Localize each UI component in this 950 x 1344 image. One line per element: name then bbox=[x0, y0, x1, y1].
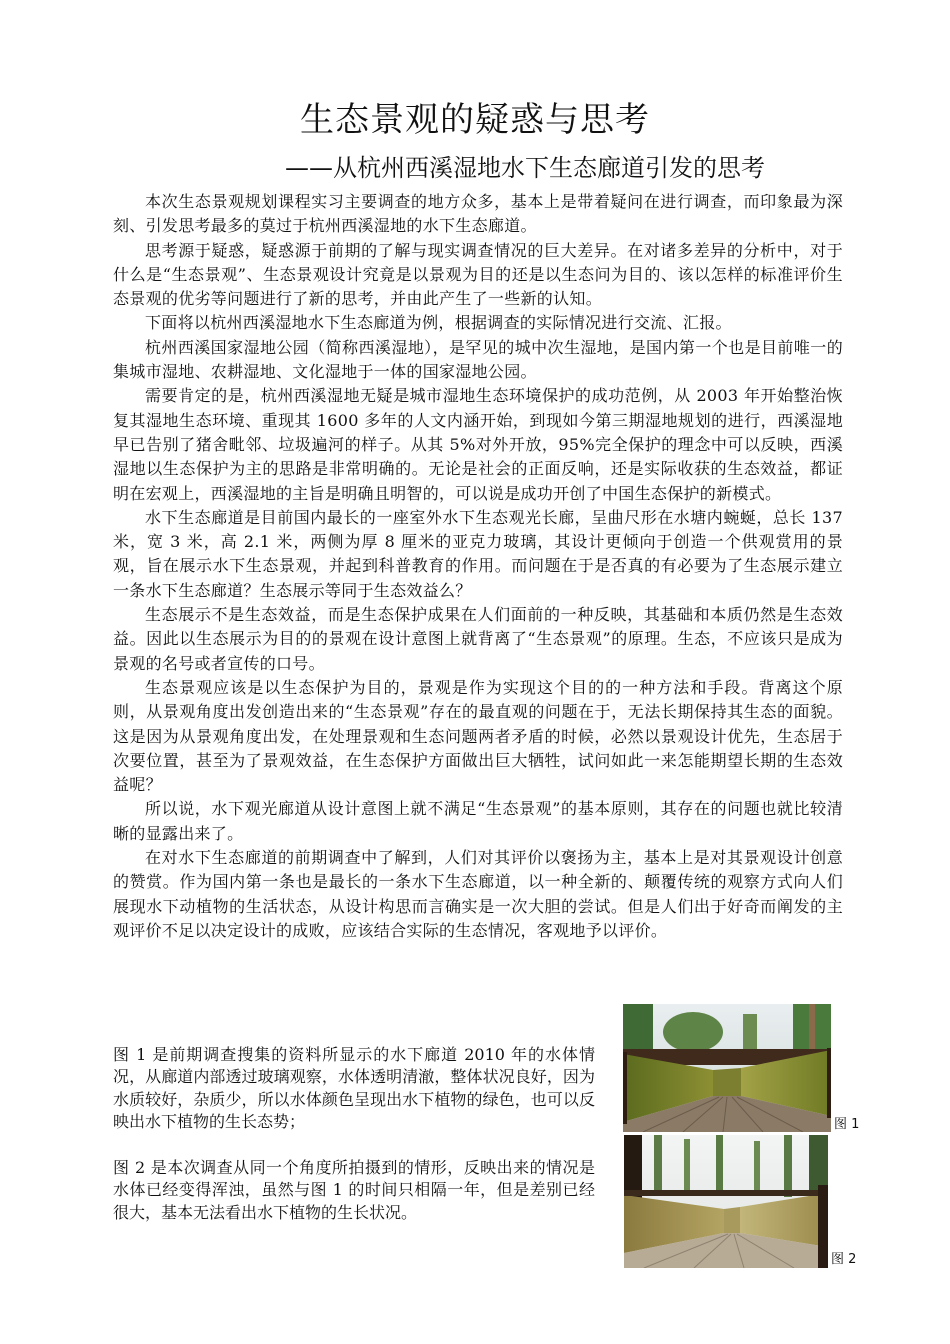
paragraph: 在对水下生态廊道的前期调查中了解到，人们对其评价以褒扬为主，基本上是对其景观设计创意的赞赏。作为国内第一条也是最长的一条水下生态廊道，以一种全新的、颠覆传统的观察方式向人们展现水下动植物的生活状态，从设计构思而言确实是一次大胆的尝试。但是人们出于好奇而阐发的主观评价不足以决定设计的成败，应该结合实际的生态情况，客观地予以评价。 bbox=[113, 848, 843, 940]
paragraph: 需要肯定的是，杭州西溪湿地无疑是城市湿地生态环境保护的成功范例，从 2003 年开始整治恢复其湿地生态环境、重现其 1600 多年的人文内涵开始，到现如今第三期湿地规划的进行，西溪湿地早已告别了猪舍毗邻、垃圾遍河的样子。从其 5%对外开放，95%完全保护的理念中可以反映，西溪湿地以生态保护为主的思路是非常明确的。无论是社会的正面反响，还是实际收获的生态效益，都证明在宏观上，西溪湿地的主旨是明确且明智的，可以说是成功开创了中国生态保护的新模式。 bbox=[113, 386, 843, 503]
paragraph: 所以说，水下观光廊道从设计意图上就不满足“生态景观”的基本原则，其存在的问题也就比较清晰的显露出来了。 bbox=[113, 799, 843, 843]
figure-1-photo bbox=[623, 1004, 831, 1132]
figure-2-description: 图 2 是本次调查从同一个角度所拍摄到的情形，反映出来的情况是水体已经变得浑浊，虽然与图 1 的时间只相隔一年，但是差别已经很大，基本无法看出水下植物的生长状况。 bbox=[113, 1158, 595, 1222]
paragraph: 水下生态廊道是目前国内最长的一座室外水下生态观光长廊，呈曲尺形在水塘内蜿蜒，总长 137 米，宽 3 米，高 2.1 米，两侧为厚 8 厘米的亚克力玻璃，其设计更倾向于创造一个供观赏用的景观，旨在展示水下生态景观，并起到科普教育的作用。而问题在于是否真的有必要为了生态展示建立一条水下生态廊道？生态展示等同于生态效益么？ bbox=[113, 507, 843, 600]
figure-2-photo bbox=[624, 1135, 828, 1268]
document-title: 生态景观的疑惑与思考 bbox=[300, 100, 650, 140]
paragraph: 下面将以杭州西溪湿地水下生态廊道为例，根据调查的实际情况进行交流、汇报。 bbox=[145, 313, 732, 333]
photo-murky-water-corridor-icon bbox=[624, 1135, 828, 1268]
paragraph: 本次生态景观规划课程实习主要调查的地方众多，基本上是带着疑问在进行调查，而印象最为深刻、引发思考最多的莫过于杭州西溪湿地的水下生态廊道。 bbox=[113, 192, 843, 236]
photo-clear-water-corridor-icon bbox=[623, 1004, 831, 1132]
paragraph: 生态景观应该是以生态保护为目的，景观是作为实现这个目的的一种方法和手段。背离这个原则，从景观角度出发创造出来的“生态景观”存在的最直观的问题在于，无法长期保持其生态的面貌。这是因为从景观角度出发，在处理景观和生态问题两者矛盾的时候，必然以景观设计优先，生态居于次要位置，甚至为了景观效益，在生态保护方面做出巨大牺牲，试问如此一来怎能期望长期的生态效益呢？ bbox=[113, 677, 843, 795]
paragraph: 杭州西溪国家湿地公园（简称西溪湿地），是罕见的城中次生湿地，是国内第一个也是目前唯一的集城市湿地、农耕湿地、文化湿地于一体的国家湿地公园。 bbox=[113, 337, 843, 382]
body-text bbox=[113, 190, 843, 943]
figure-2-label: 图 2 bbox=[831, 1252, 857, 1267]
figure-1-description: 图 1 是前期调查搜集的资料所显示的水下廊道 2010 年的水体情况，从廊道内部透过玻璃观察，水体透明清澈，整体状况良好，因为水质较好，杂质少，所以水体颜色呈现出水下植物的绿色，也可以反映出水下植物的生长态势； bbox=[113, 1045, 595, 1132]
document-subtitle: ——从杭州西溪湿地水下生态廊道引发的思考 bbox=[285, 154, 765, 182]
paragraph: 思考源于疑惑，疑惑源于前期的了解与现实调查情况的巨大差异。在对诸多差异的分析中，对于什么是“生态景观”、生态景观设计究竟是以景观为目的还是以生态问为目的、该以怎样的标准评价生态景观的优劣等问题进行了新的思考，并由此产生了一些新的认知。 bbox=[113, 240, 843, 309]
paragraph: 生态展示不是生态效益，而是生态保护成果在人们面前的一种反映，其基础和本质仍然是生态效益。因此以生态展示为目的的景观在设计意图上就背离了“生态景观”的原理。生态，不应该只是成为景观的名号或者宣传的口号。 bbox=[113, 605, 843, 673]
figure-1-label: 图 1 bbox=[834, 1117, 860, 1132]
